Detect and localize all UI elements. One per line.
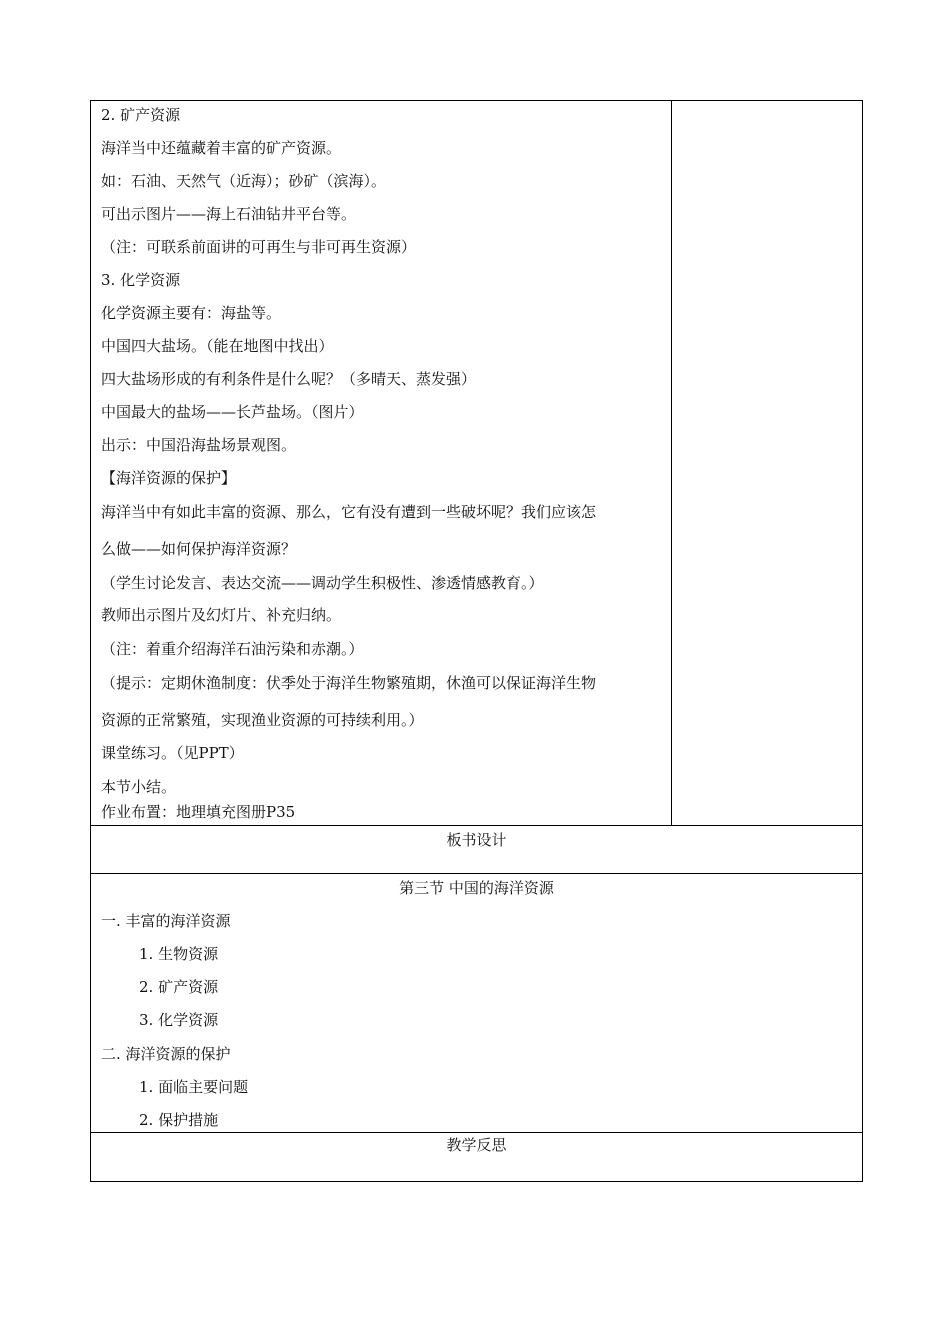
lesson-line: 中国最大的盐场——长芦盐场。（图片） [101,403,364,421]
lesson-line: （注：可联系前面讲的可再生与非可再生资源） [101,238,417,256]
board-content-row [90,874,863,1133]
board-item: 3. 化学资源 [139,1011,219,1029]
lesson-line: 教师出示图片及幻灯片、补充归纳。 [101,606,342,624]
reflection-row [90,1133,863,1182]
lesson-line: （学生讨论发言、表达交流——调动学生积极性、渗透情感教育。） [101,574,544,592]
board-item: 2. 保护措施 [139,1111,219,1129]
lesson-line: 作业布置：地理填充图册P35 [101,803,296,821]
lesson-line: （注：着重介绍海洋石油污染和赤潮。） [101,640,364,658]
lesson-process-cell [91,101,671,825]
lesson-line: 四大盐场形成的有利条件是什么呢？（多晴天、蒸发强） [101,370,477,388]
board-item: 一. 丰富的海洋资源 [101,912,231,930]
lesson-line: 如：石油、天然气（近海）；砂矿（滨海）。 [101,172,387,190]
lesson-line: 本节小结。 [101,778,177,796]
lesson-line: 资源的正常繁殖，实现渔业资源的可持续利用。） [101,711,424,729]
lesson-plan-table [90,100,863,1182]
lesson-line: 海洋当中有如此丰富的资源、那么，它有没有遭到一些破坏呢？我们应该怎 [101,503,597,521]
lesson-line: 课堂练习。（见PPT） [101,744,244,762]
lesson-line: 出示：中国沿海盐场景观图。 [101,436,297,454]
lesson-line: 么做——如何保护海洋资源？ [101,540,297,558]
lesson-line: （提示：定期休渔制度：伏季处于海洋生物繁殖期，休渔可以保证海洋生物 [101,674,597,692]
board-item: 1. 生物资源 [139,945,219,963]
lesson-line: 中国四大盐场。（能在地图中找出） [101,337,334,355]
board-item: 二. 海洋资源的保护 [101,1045,231,1063]
board-header: 板书设计 [446,831,507,849]
lesson-section-heading: 【海洋资源的保护】 [101,469,237,487]
lesson-process-row [90,100,863,826]
column-divider [671,101,672,825]
board-item: 1. 面临主要问题 [139,1078,249,1096]
board-header-row [90,826,863,874]
lesson-line: 化学资源主要有：海盐等。 [101,304,282,322]
lesson-line: 3. 化学资源 [101,271,181,289]
board-item: 2. 矿产资源 [139,978,219,996]
lesson-line: 2. 矿产资源 [101,106,181,124]
reflection-header: 教学反思 [446,1136,507,1154]
lesson-line: 可出示图片——海上石油钻井平台等。 [101,205,357,223]
lesson-line: 海洋当中还蕴藏着丰富的矿产资源。 [101,139,342,157]
board-title: 第三节 中国的海洋资源 [399,879,554,897]
